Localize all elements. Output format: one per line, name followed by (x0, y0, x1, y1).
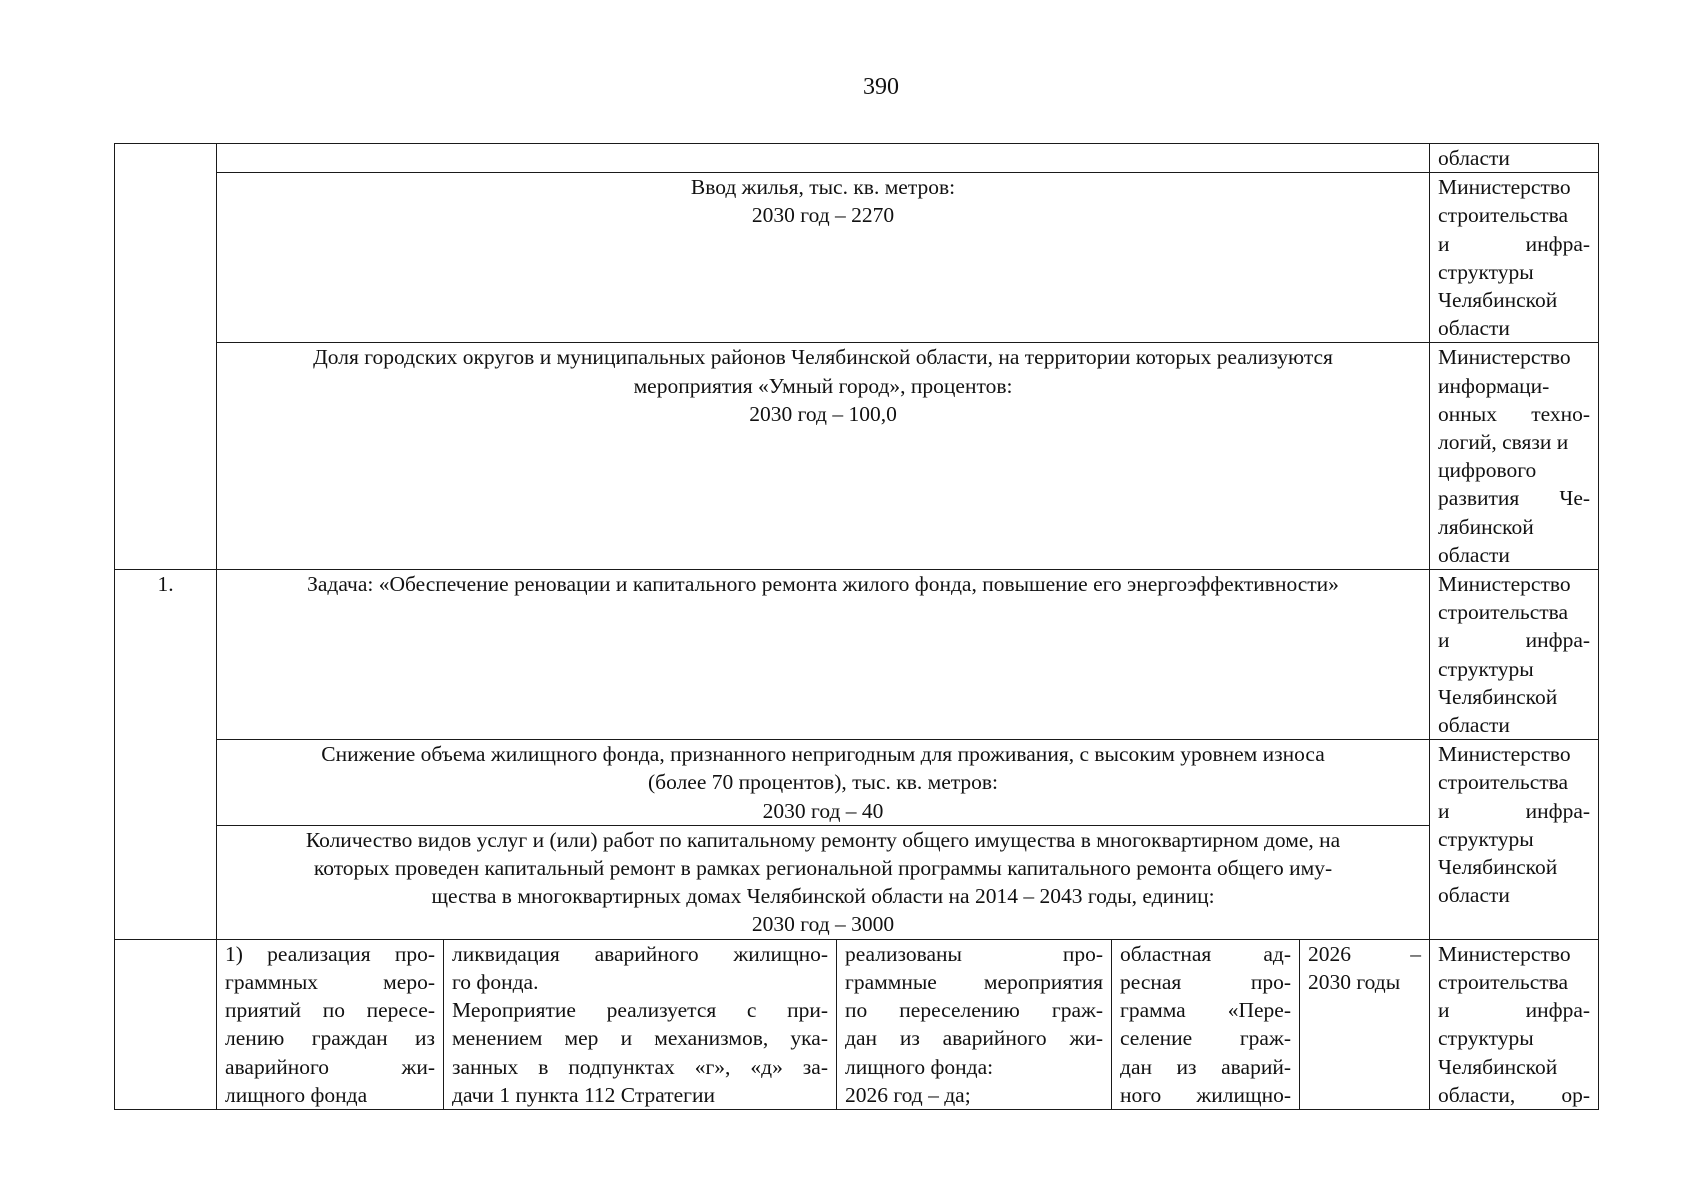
indicator-unfit-housing: Снижение объема жилищного фонда, признанного непригодным для проживания, с высоким уровнем износа (более 70 процентов), тыс. кв. метров: 2030 год – 40 (217, 740, 1430, 826)
measure-period: 2026 – 2030 годы (1300, 939, 1430, 1109)
measure-name: 1) реализация про- граммных меро- приятий по пересе- лению граждан из аварийного жи- лищного фонда (217, 939, 444, 1109)
measure-description: ликвидация аварийного жилищно- го фонда. Мероприятие реализуется с при- менением мер и механизмов, ука- занных в подпунктах «г», «д» за- дачи 1 пункта 112 Стратегии (444, 939, 837, 1109)
task-number: 1. (115, 570, 217, 940)
table-row (115, 740, 1599, 826)
table-row (115, 144, 1599, 173)
table-row (115, 173, 1599, 343)
responsible-cell: Министерство строительства и инфра- структуры Челябинской области (1430, 740, 1599, 939)
indicator-smart-city: Доля городских округов и муниципальных районов Челябинской области, на территории которых реализуются мероприятия «Умный город», процентов: 2030 год – 100,0 (217, 343, 1430, 570)
responsible-cell: области (1430, 144, 1599, 173)
table-row (115, 570, 1599, 740)
responsible-cell: Министерство строительства и инфра- структуры Челябинской области, ор- (1430, 939, 1599, 1109)
responsible-cell: Министерство строительства и инфра- структуры Челябинской области (1430, 173, 1599, 343)
table-row (115, 343, 1599, 570)
measure-result: реализованы про- граммные мероприятия по переселению граж- дан из аварийного жи- лищного фонда: 2026 год – да; (837, 939, 1112, 1109)
indicator-capital-repair: Количество видов услуг и (или) работ по капитальному ремонту общего имущества в многоквартирном доме, на которых проведен капитальный ремонт в рамках региональной программы капитального ремонта общего иму- щества в многоквартирных домах Челябинской области на 2014 – 2043 годы, единиц: 2030 год – 3000 (217, 825, 1430, 939)
table-row (115, 825, 1599, 939)
number-cell-empty (115, 939, 217, 1109)
number-cell-empty (115, 144, 217, 570)
indicator-housing-input: Ввод жилья, тыс. кв. метров: 2030 год – 2270 (217, 173, 1430, 343)
responsible-cell: Министерство строительства и инфра- структуры Челябинской области (1430, 570, 1599, 740)
indicator-cell-empty (217, 144, 1430, 173)
goals-table (114, 143, 1599, 1110)
table-row (115, 939, 1599, 1109)
task-title: Задача: «Обеспечение реновации и капитального ремонта жилого фонда, повышение его энергоэффективности» (217, 570, 1430, 740)
responsible-cell: Министерство информаци- онных техно- логий, связи и цифрового развития Че- лябинской области (1430, 343, 1599, 570)
page-number: 390 (863, 74, 899, 100)
measure-program: областная ад- ресная про- грамма «Пере- селение граж- дан из аварий- ного жилищно- (1112, 939, 1300, 1109)
